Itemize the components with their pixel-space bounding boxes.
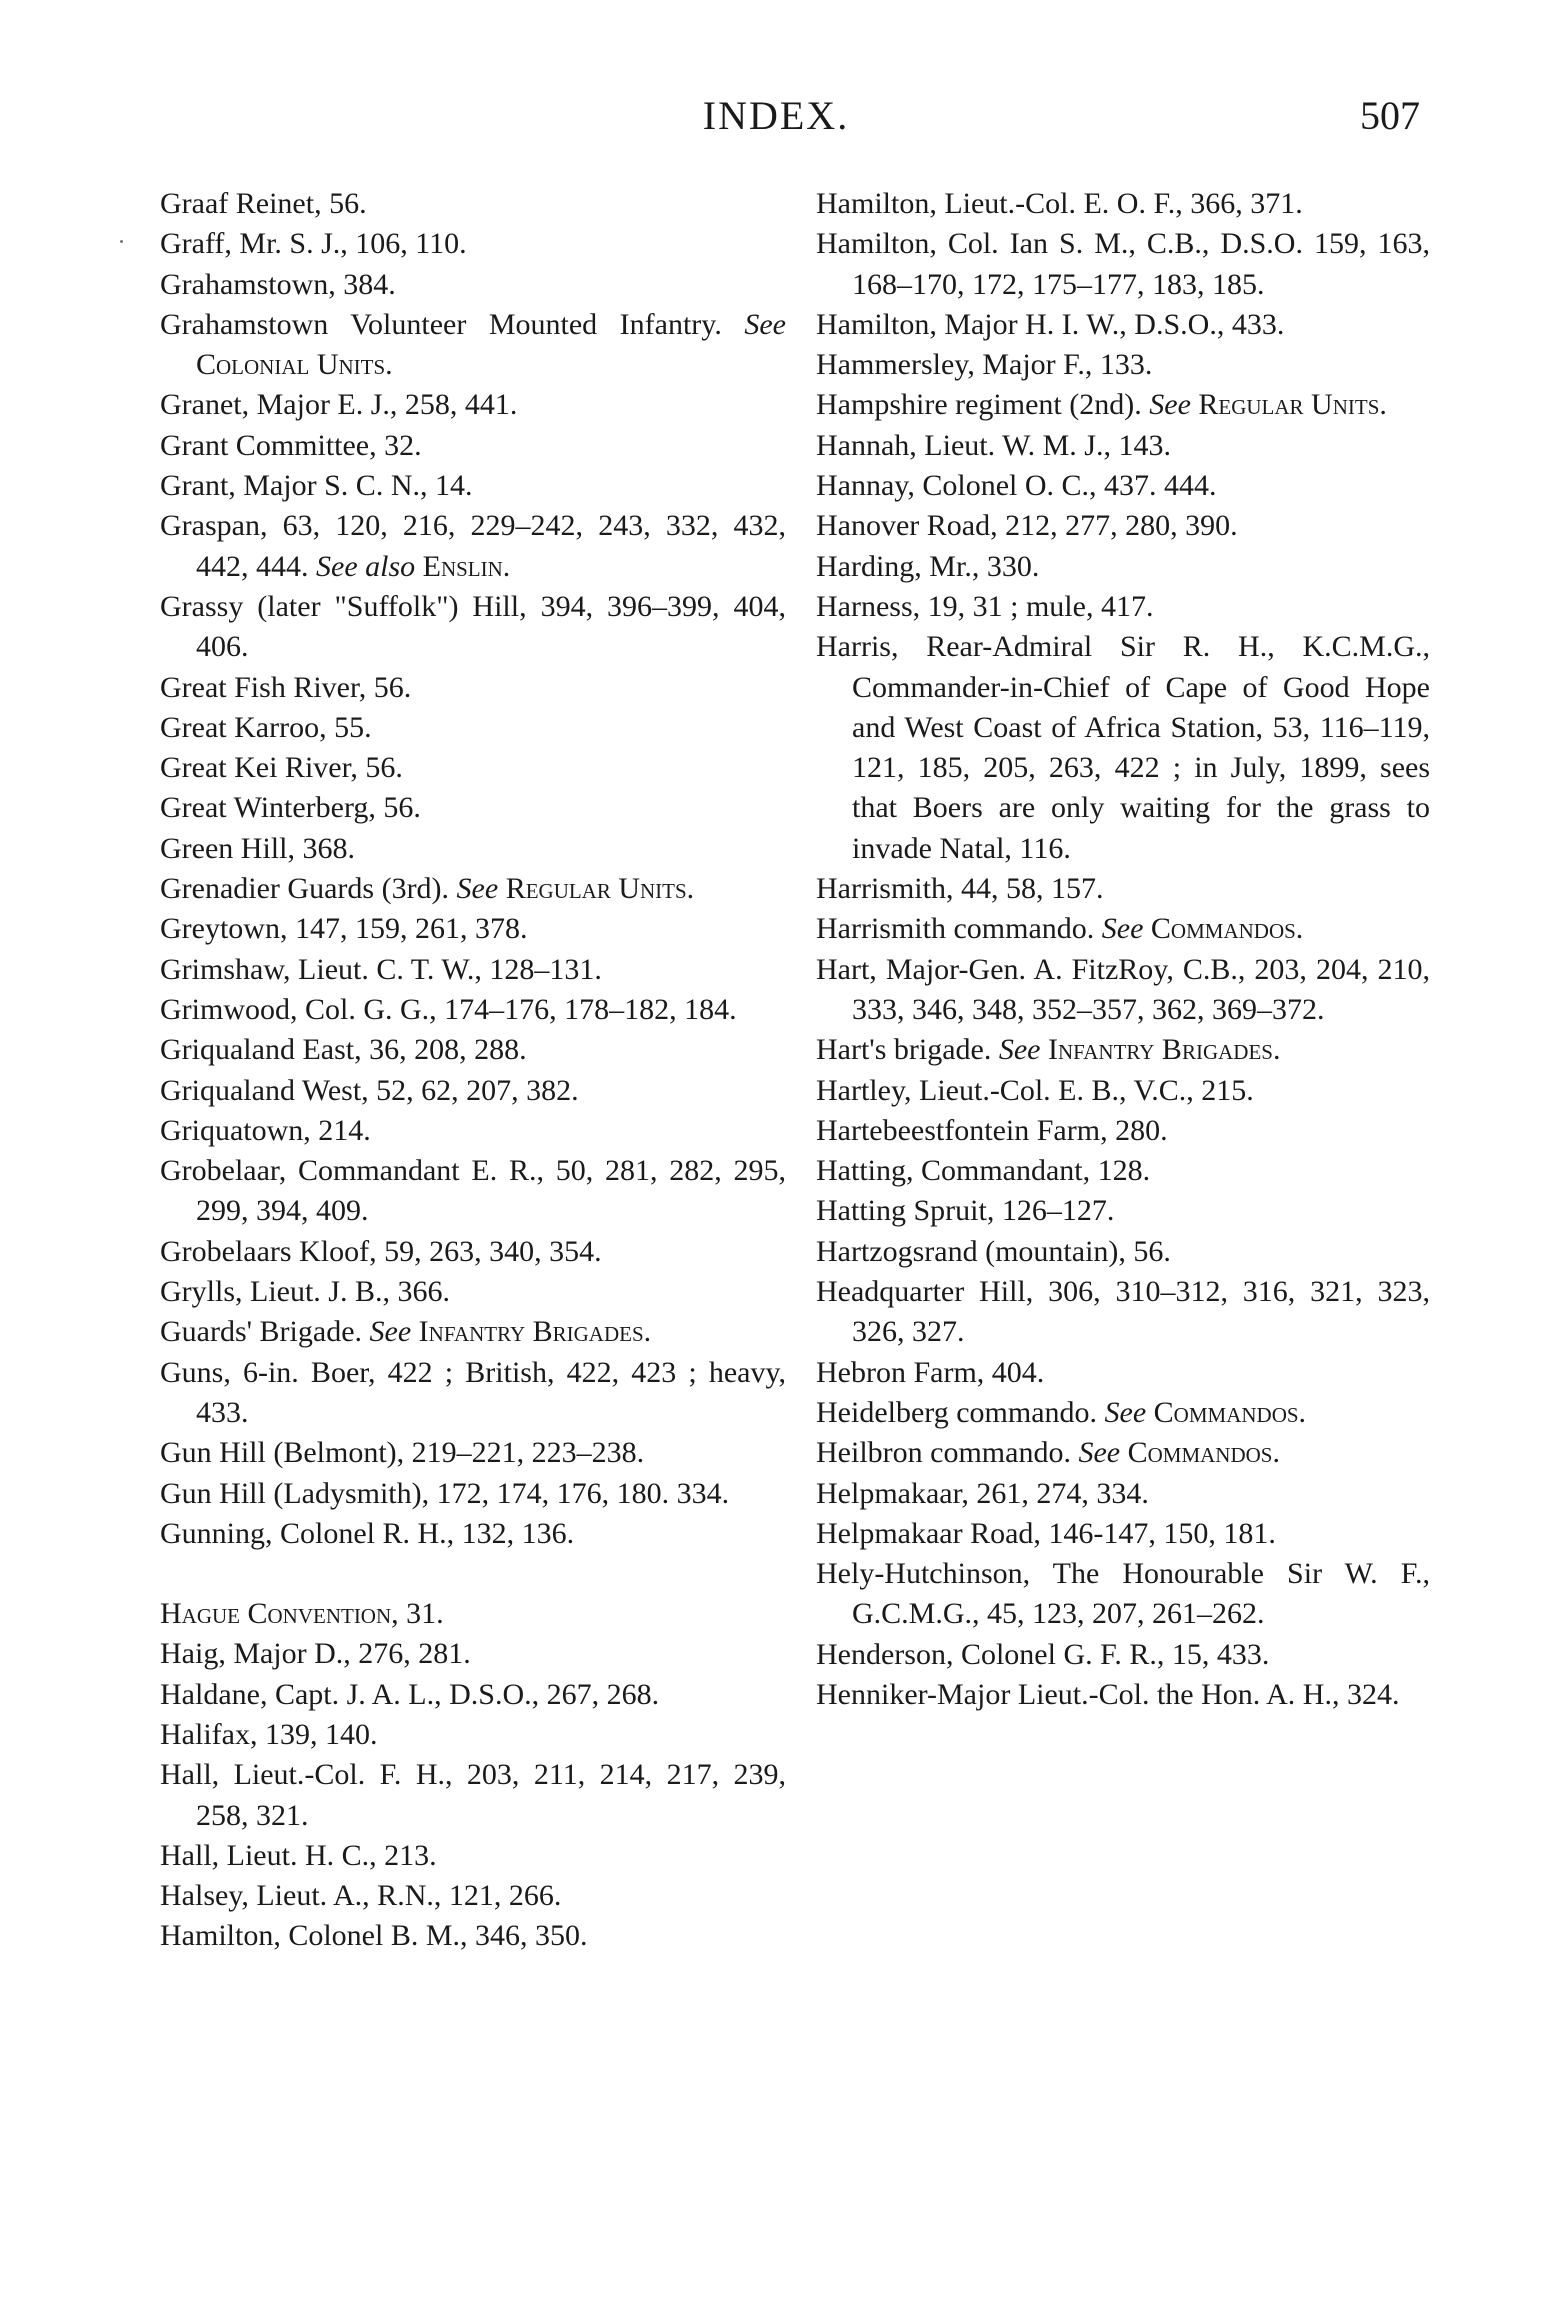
index-entry: Hartley, Lieut.-Col. E. B., V.C., 215. [816,1073,1254,1107]
index-entry: Hebron Farm, 404. [816,1355,1045,1389]
index-entry: Griqualand West, 52, 62, 207, 382. [160,1073,579,1107]
index-column-left [160,184,786,1957]
index-entry: Hamilton, Major H. I. W., D.S.O., 433. [816,307,1285,341]
stray-mark [120,240,123,243]
page-title: INDEX. [702,93,850,138]
index-entry: Greytown, 147, 159, 261, 378. [160,912,528,946]
index-entry: Grimshaw, Lieut. C. T. W., 128–131. [160,952,602,986]
index-entry: Guns, 6-in. Boer, 422 ; British, 422, 423 ; heavy, 433. [160,1355,786,1429]
index-entry: Hall, Lieut.-Col. F. H., 203, 211, 214, 217, 239, 258, 321. [160,1758,786,1832]
index-entry: Grant, Major S. C. N., 14. [160,469,473,503]
index-entry: Graspan, 63, 120, 216, 229–242, 243, 332, 432, 442, 444. See also Enslin. [160,509,786,583]
index-entry: Grimwood, Col. G. G., 174–176, 178–182, 184. [160,992,737,1026]
index-entry: Great Karroo, 55. [160,710,372,744]
index-entry: Hart, Major-Gen. A. FitzRoy, C.B., 203, 204, 210, 333, 346, 348, 352–357, 362, 369–372. [816,952,1430,1026]
index-entry: Hely-Hutchinson, The Honourable Sir W. F., G.C.M.G., 45, 123, 207, 261–262. [816,1557,1430,1631]
index-entry: Guards' Brigade. See Infantry Brigades. [160,1315,652,1349]
index-entry: Hammersley, Major F., 133. [816,348,1153,382]
index-entry: Hamilton, Colonel B. M., 346, 350. [160,1919,588,1953]
index-entry: Gun Hill (Belmont), 219–221, 223–238. [160,1436,645,1470]
index-entry: Hannay, Colonel O. C., 437. 444. [816,469,1217,503]
index-entry: Hart's brigade. See Infantry Brigades. [816,1033,1281,1067]
index-entry: Hague Convention, 31. [160,1597,444,1631]
index-entry: Heidelberg commando. See Commandos. [816,1395,1307,1429]
index-entry: Grahamstown, 384. [160,267,396,301]
index-entry: Hatting Spruit, 126–127. [816,1194,1115,1228]
index-column-right [816,184,1430,1715]
index-entry: Hatting, Commandant, 128. [816,1154,1151,1188]
index-entry: Grenadier Guards (3rd). See Regular Units. [160,872,695,906]
index-entry: Green Hill, 368. [160,831,355,865]
index-entry: Grahamstown Volunteer Mounted Infantry. See Colonial Units. [160,307,786,382]
index-entry: Hampshire regiment (2nd). See Regular Units. [816,388,1387,422]
index-entry: Gun Hill (Ladysmith), 172, 174, 176, 180. 334. [160,1476,730,1510]
index-entry: Harrismith commando. See Commandos. [816,912,1304,946]
index-entry: Graaf Reinet, 56. [160,187,367,220]
index-entry: Hanover Road, 212, 277, 280, 390. [816,509,1238,543]
index-entry: Great Winterberg, 56. [160,791,421,825]
index-entry: Harris, Rear-Admiral Sir R. H., K.C.M.G., Commander-in-Chief of Cape of Good Hope and West Coast of Africa Station, 53, 116–119, 121, 185, 205, 263, 422 ; in July, 1899, sees that Boers are only waiting for the grass to invade Natal, 116. [816,630,1430,865]
index-entry: Griquatown, 214. [160,1113,371,1147]
index-entry: Gunning, Colonel R. H., 132, 136. [160,1516,575,1550]
index-entry: Henderson, Colonel G. F. R., 15, 433. [816,1637,1270,1671]
index-entry: Harness, 19, 31 ; mule, 417. [816,589,1154,623]
index-entry: Grobelaars Kloof, 59, 263, 340, 354. [160,1234,602,1268]
index-entry: Hamilton, Lieut.-Col. E. O. F., 366, 371. [816,187,1303,220]
index-entry: Henniker-Major Lieut.-Col. the Hon. A. H., 324. [816,1677,1400,1711]
index-entry: Grassy (later "Suffolk") Hill, 394, 396–399, 404, 406. [160,589,786,664]
index-entry: Granet, Major E. J., 258, 441. [160,388,518,422]
index-entry: Heilbron commando. See Commandos. [816,1436,1280,1470]
index-entry: Graff, Mr. S. J., 106, 110. [160,227,467,261]
index-entry: Great Kei River, 56. [160,751,403,785]
page-number: 507 [1360,93,1420,138]
index-entry: Hannah, Lieut. W. M. J., 143. [816,428,1171,462]
index-entry: Helpmakaar, 261, 274, 334. [816,1476,1149,1510]
index-entry: Headquarter Hill, 306, 310–312, 316, 321, 323, 326, 327. [816,1275,1430,1349]
index-entry: Griqualand East, 36, 208, 288. [160,1033,527,1067]
index-entry: Halsey, Lieut. A., R.N., 121, 266. [160,1879,562,1913]
index-entry: Harrismith, 44, 58, 157. [816,872,1104,906]
index-entry: Grobelaar, Commandant E. R., 50, 281, 282, 295, 299, 394, 409. [160,1154,786,1228]
index-entry: Helpmakaar Road, 146-147, 150, 181. [816,1516,1276,1550]
index-entry: Halifax, 139, 140. [160,1717,378,1751]
index-entry: Grylls, Lieut. J. B., 366. [160,1275,450,1309]
section-gap [160,1554,786,1594]
index-entry: Grant Committee, 32. [160,428,422,462]
index-entry: Hartzogsrand (mountain), 56. [816,1234,1171,1268]
index-entry: Haig, Major D., 276, 281. [160,1637,471,1671]
index-entry: Hartebeestfontein Farm, 280. [816,1113,1168,1147]
index-entry: Haldane, Capt. J. A. L., D.S.O., 267, 268. [160,1677,660,1711]
index-entry: Hamilton, Col. Ian S. M., C.B., D.S.O. 159, 163, 168–170, 172, 175–177, 183, 185. [816,227,1430,301]
index-entry: Great Fish River, 56. [160,670,412,704]
running-head [0,92,1552,152]
index-entry: Harding, Mr., 330. [816,549,1040,583]
index-entry: Hall, Lieut. H. C., 213. [160,1838,437,1872]
